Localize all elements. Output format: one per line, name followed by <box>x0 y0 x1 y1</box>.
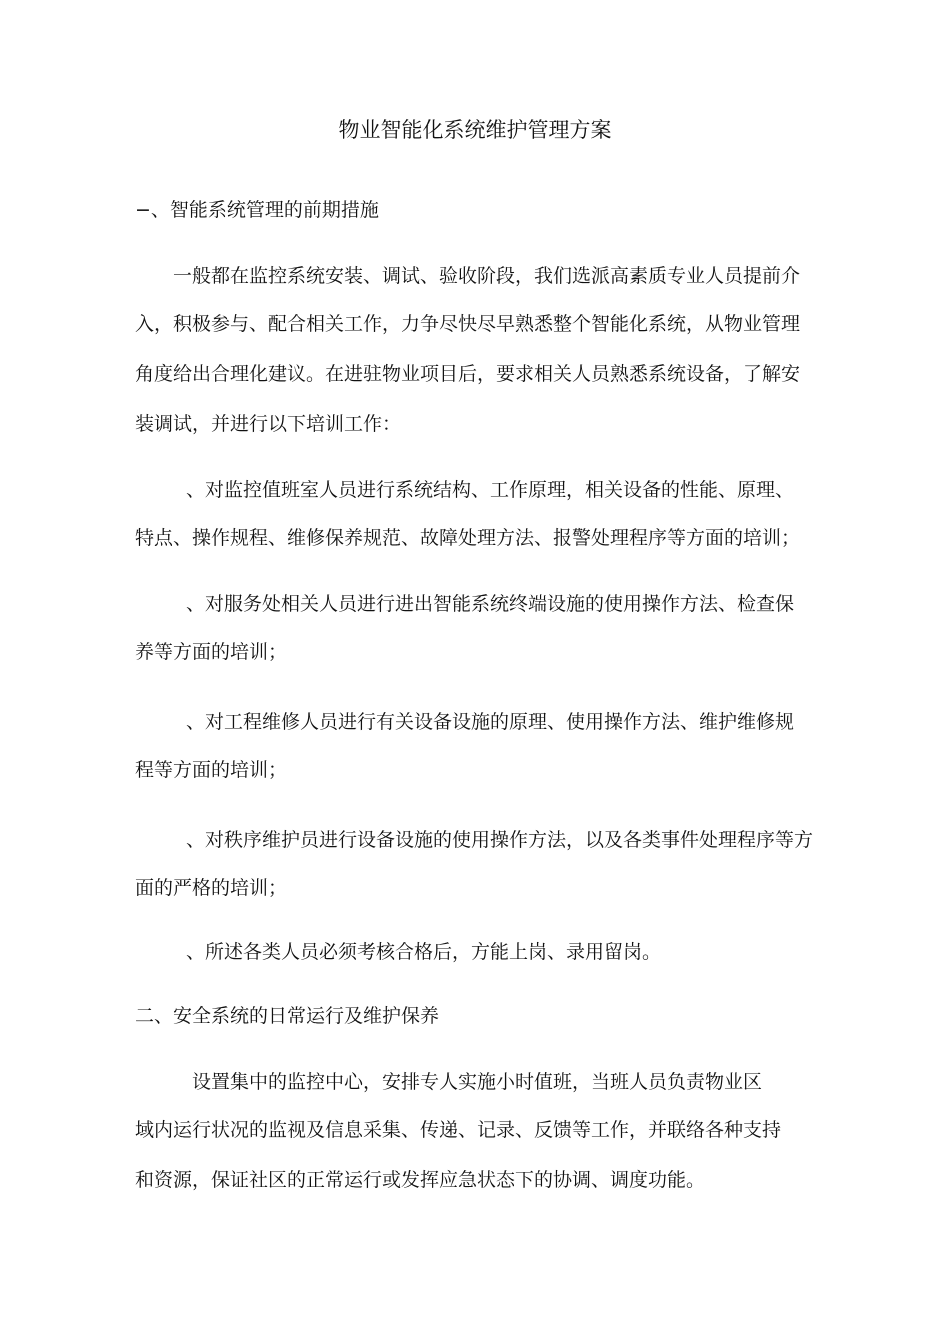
intro-line-2: 入，积极参与、配合相关工作，力争尽快尽早熟悉整个智能化系统，从物业管理 <box>135 313 801 335</box>
intro-line-4: 装调试，并进行以下培训工作： <box>135 413 402 435</box>
training-item-3-line-2: 程等方面的培训； <box>135 759 288 781</box>
document-title: 物业智能化系统维护管理方案 <box>338 118 612 142</box>
section-2-line-2: 域内运行状况的监视及信息采集、传递、记录、反馈等工作，并联络各种支持 <box>135 1119 782 1141</box>
intro-line-1: 一般都在监控系统安装、调试、验收阶段，我们选派高素质专业人员提前介 <box>173 265 801 287</box>
training-item-4-line-1: 、对秩序维护员进行设备设施的使用操作方法，以及各类事件处理程序等方 <box>186 829 814 851</box>
section-1-heading: −、智能系统管理的前期措施 <box>135 199 379 221</box>
training-item-2-line-2: 养等方面的培训； <box>135 641 288 663</box>
training-item-1-line-2: 特点、操作规程、维修保养规范、故障处理方法、报警处理程序等方面的培训； <box>135 527 801 549</box>
training-item-5-line-1: 、所述各类人员必须考核合格后，方能上岗、录用留岗。 <box>186 941 662 963</box>
section-2-line-1: 设置集中的监控中心，安排专人实施小时值班，当班人员负责物业区 <box>192 1071 763 1093</box>
section-2-heading: 二、安全系统的日常运行及维护保养 <box>135 1005 440 1027</box>
intro-line-3: 角度给出合理化建议。在进驻物业项目后，要求相关人员熟悉系统设备，了解安 <box>135 363 801 385</box>
training-item-1-line-1: 、对监控值班室人员进行系统结构、工作原理，相关设备的性能、原理、 <box>186 479 795 501</box>
training-item-4-line-2: 面的严格的培训； <box>135 877 288 899</box>
training-item-3-line-1: 、对工程维修人员进行有关设备设施的原理、使用操作方法、维护维修规 <box>186 711 795 733</box>
section-2-line-3: 和资源，保证社区的正常运行或发挥应急状态下的协调、调度功能。 <box>135 1169 706 1191</box>
training-item-2-line-1: 、对服务处相关人员进行进出智能系统终端设施的使用操作方法、检查保 <box>186 593 795 615</box>
